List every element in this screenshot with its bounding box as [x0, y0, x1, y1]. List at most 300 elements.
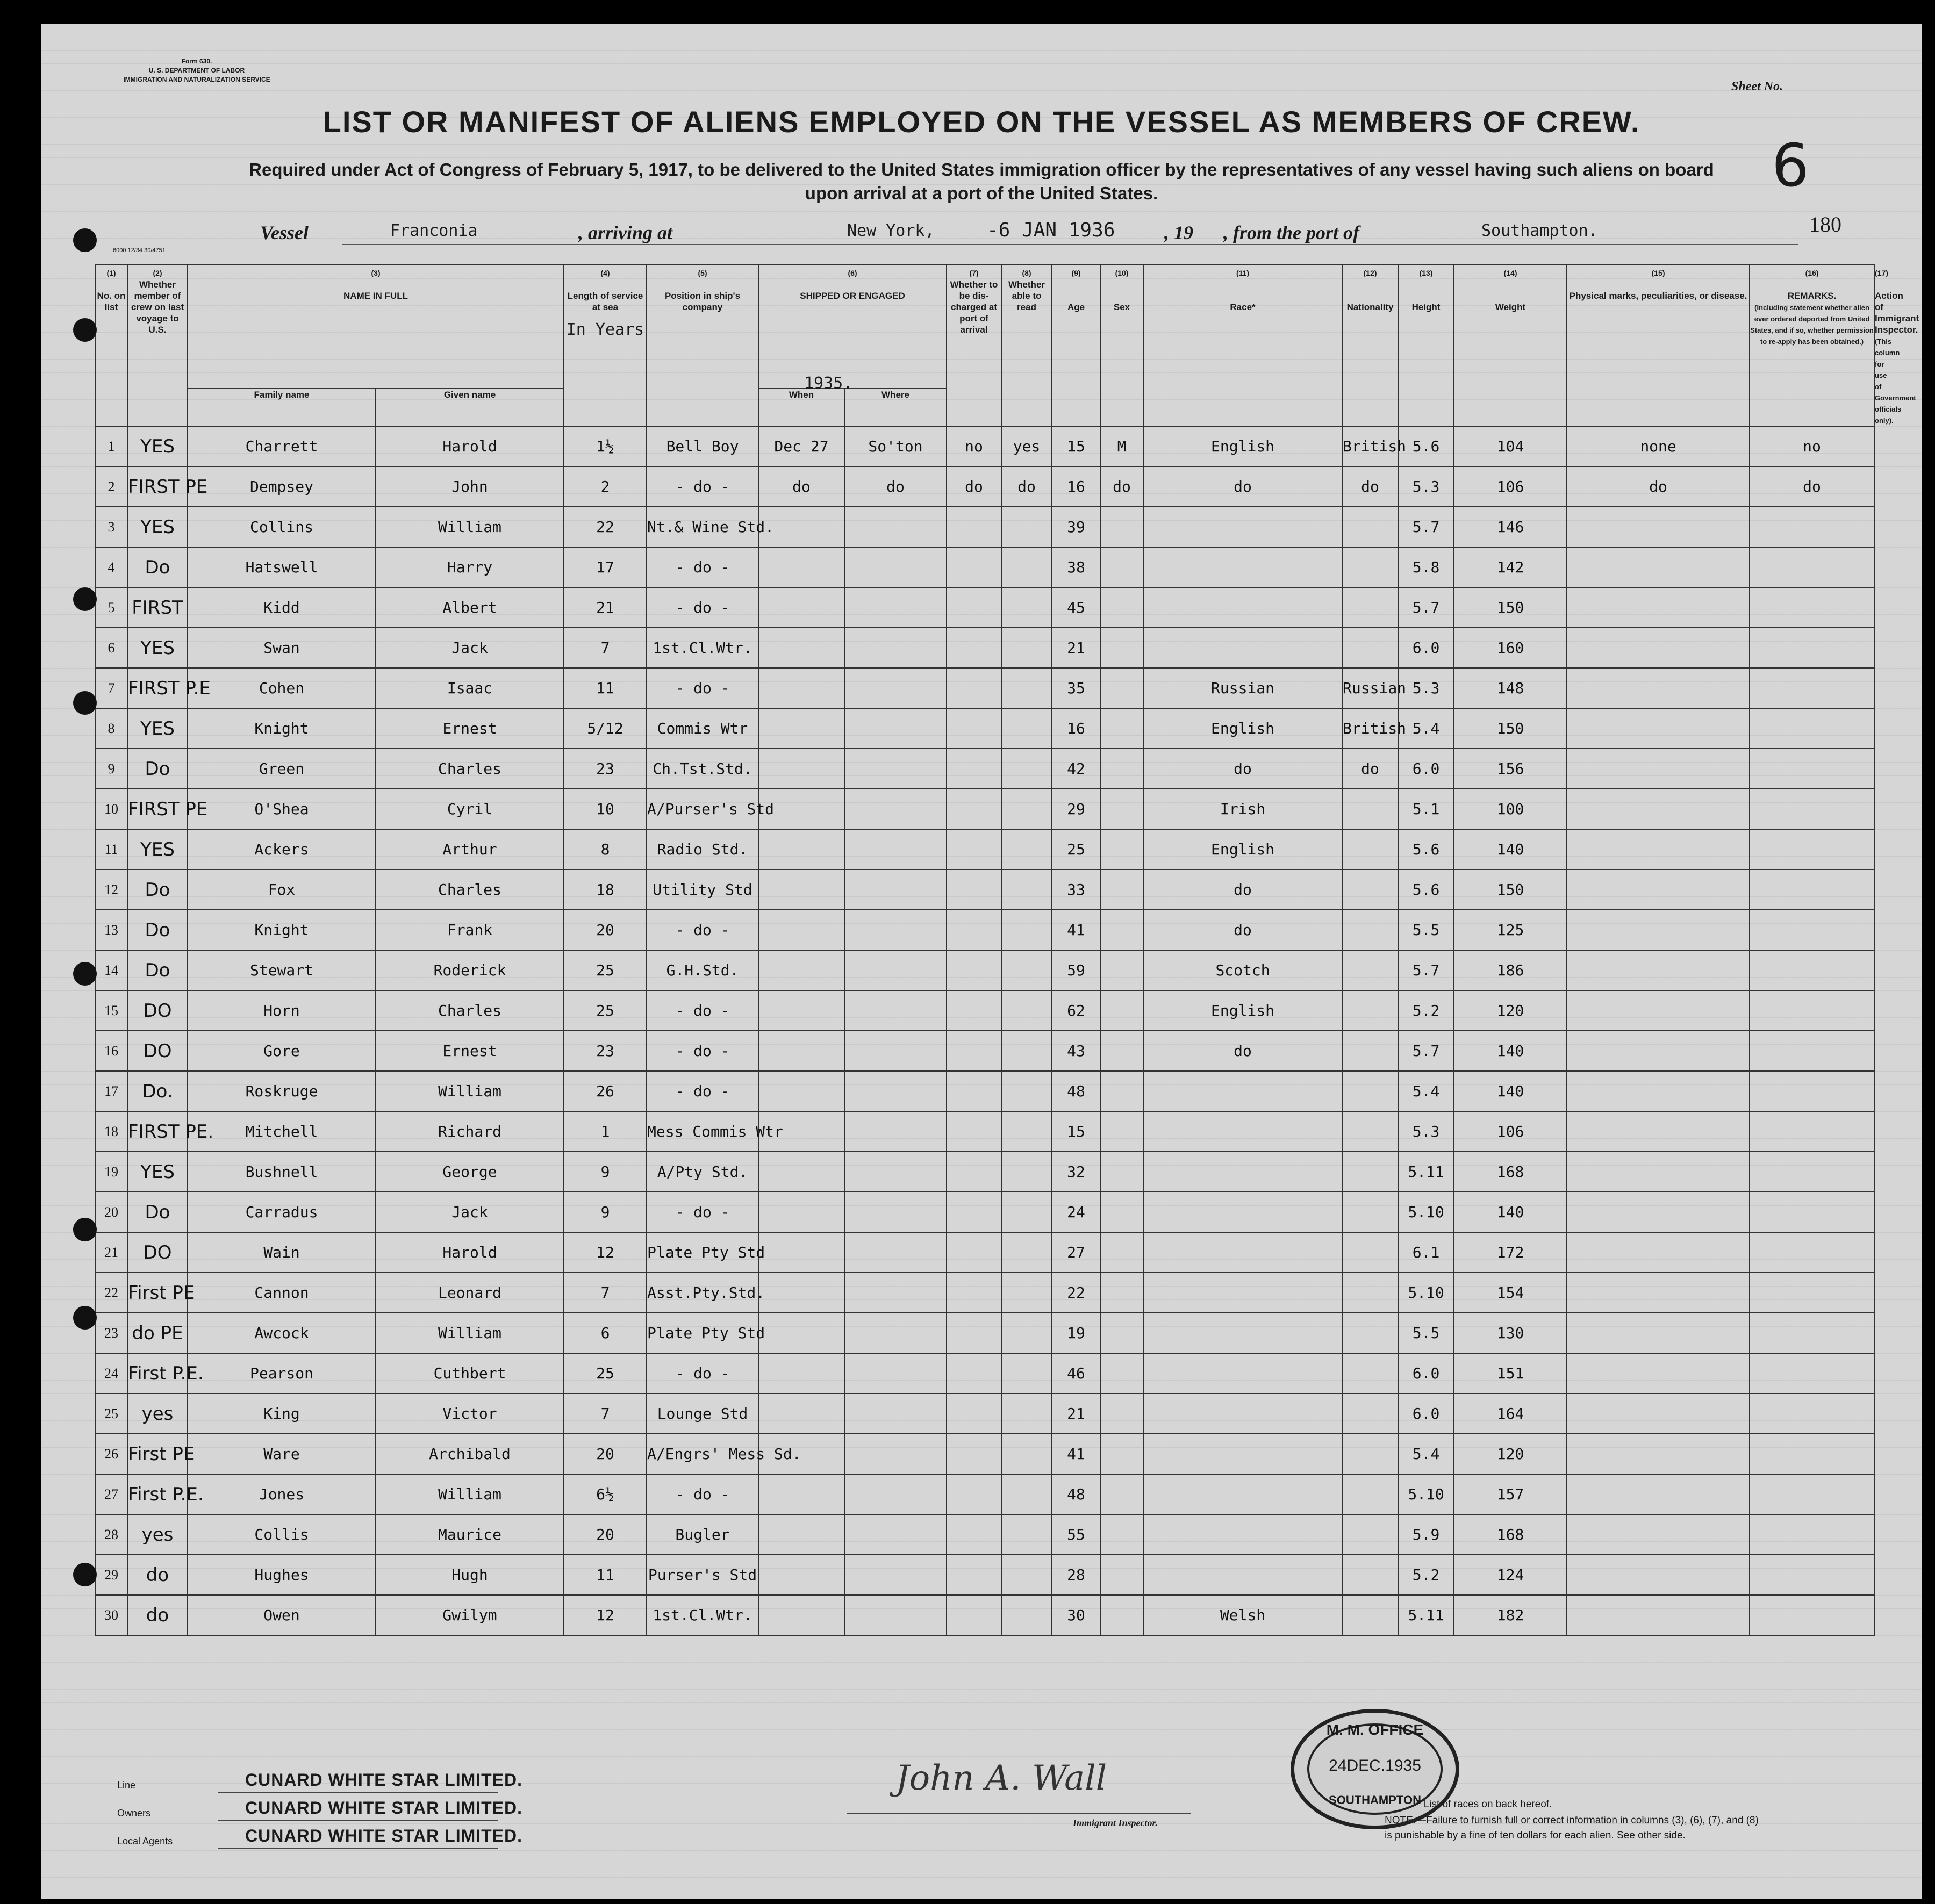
ship-position-cell: - do -: [647, 1353, 758, 1393]
stamp-bottom-text: SOUTHAMPTON: [1329, 1793, 1421, 1807]
height-cell: 5.2: [1398, 1555, 1454, 1595]
col-given-name: Given name: [376, 389, 564, 426]
sex-cell: [1100, 708, 1143, 749]
race-cell: do: [1143, 910, 1342, 950]
able-to-read-cell: [1001, 587, 1052, 628]
physical-marks-cell: [1567, 910, 1750, 950]
length-of-service-cell: 7: [564, 628, 647, 668]
table-row: [95, 1555, 1874, 1595]
nationality-cell: [1342, 1152, 1398, 1192]
weight-cell: 151: [1454, 1353, 1567, 1393]
sex-cell: [1100, 749, 1143, 789]
nationality-cell: [1342, 1353, 1398, 1393]
length-of-service-cell: 2: [564, 466, 647, 507]
ship-position-cell: G.H.Std.: [647, 950, 758, 990]
shipped-when-cell: [758, 1313, 844, 1353]
able-to-read-cell: [1001, 1514, 1052, 1555]
table-row: [95, 910, 1874, 950]
last-voyage-cell: First P.E.: [127, 1353, 188, 1393]
remarks-cell: [1750, 1232, 1874, 1273]
col-sex: (10) Sex: [1100, 265, 1143, 426]
shipped-where-cell: [844, 1555, 947, 1595]
to-be-discharged-cell: [947, 1555, 1001, 1595]
ship-position-cell: 1st.Cl.Wtr.: [647, 628, 758, 668]
to-be-discharged-cell: [947, 668, 1001, 708]
length-of-service-cell: 20: [564, 1434, 647, 1474]
age-cell: 15: [1052, 426, 1100, 466]
length-of-service-cell: 25: [564, 990, 647, 1031]
last-voyage-cell: YES: [127, 507, 188, 547]
last-voyage-cell: DO: [127, 1232, 188, 1273]
line-label: Line: [117, 1780, 136, 1791]
height-cell: 5.6: [1398, 829, 1454, 870]
race-cell: [1143, 1232, 1342, 1273]
able-to-read-cell: [1001, 1071, 1052, 1111]
family-name-cell: Awcock: [188, 1313, 376, 1353]
sex-cell: [1100, 1273, 1143, 1313]
weight-cell: 106: [1454, 1111, 1567, 1152]
inspector-label: Immigrant Inspector.: [1073, 1817, 1158, 1828]
shipped-where-cell: [844, 1273, 947, 1313]
sex-cell: [1100, 1474, 1143, 1514]
row-number-cell: 22: [95, 1273, 127, 1313]
weight-cell: 168: [1454, 1152, 1567, 1192]
to-be-discharged-cell: [947, 1031, 1001, 1071]
race-cell: do: [1143, 749, 1342, 789]
to-be-discharged-cell: [947, 1232, 1001, 1273]
sex-cell: [1100, 1232, 1143, 1273]
last-voyage-cell: do PE: [127, 1313, 188, 1353]
ship-position-cell: A/Purser's Std: [647, 789, 758, 829]
given-name-cell: Cyril: [376, 789, 564, 829]
ship-position-cell: - do -: [647, 668, 758, 708]
row-number-cell: 11: [95, 829, 127, 870]
row-number-cell: 14: [95, 950, 127, 990]
able-to-read-cell: [1001, 749, 1052, 789]
row-number-cell: 10: [95, 789, 127, 829]
age-cell: 16: [1052, 466, 1100, 507]
age-cell: 55: [1052, 1514, 1100, 1555]
table-row: [95, 668, 1874, 708]
to-be-discharged-cell: [947, 1353, 1001, 1393]
agents-rule: [218, 1848, 498, 1849]
able-to-read-cell: [1001, 829, 1052, 870]
remarks-cell: [1750, 547, 1874, 587]
given-name-cell: Maurice: [376, 1514, 564, 1555]
col-discharged: (7) Whether to be dis-charged at port of arrival: [947, 265, 1001, 426]
race-cell: do: [1143, 466, 1342, 507]
sex-cell: [1100, 1031, 1143, 1071]
height-cell: 6.0: [1398, 1353, 1454, 1393]
page-title: LIST OR MANIFEST OF ALIENS EMPLOYED ON THE VESSEL AS MEMBERS OF CREW.: [322, 105, 1640, 139]
vessel-label: Vessel: [260, 222, 309, 243]
shipped-where-cell: [844, 1474, 947, 1514]
physical-marks-cell: [1567, 1393, 1750, 1434]
weight-cell: 156: [1454, 749, 1567, 789]
table-row: [95, 708, 1874, 749]
nationality-cell: Russian: [1342, 668, 1398, 708]
length-of-service-cell: 22: [564, 507, 647, 547]
shipped-where-cell: [844, 789, 947, 829]
row-number-cell: 9: [95, 749, 127, 789]
table-row: [95, 587, 1874, 628]
weight-cell: 154: [1454, 1273, 1567, 1313]
sheet-label: Sheet No.: [1731, 80, 1783, 94]
nationality-cell: [1342, 1313, 1398, 1353]
col-shipped-engaged: (6) SHIPPED OR ENGAGED: [758, 265, 947, 389]
table-row: [95, 870, 1874, 910]
sex-cell: [1100, 1152, 1143, 1192]
row-number-cell: 12: [95, 870, 127, 910]
to-be-discharged-cell: [947, 910, 1001, 950]
ship-position-cell: - do -: [647, 1071, 758, 1111]
shipped-when-cell: [758, 1595, 844, 1635]
family-name-cell: Cohen: [188, 668, 376, 708]
table-row: [95, 547, 1874, 587]
family-name-cell: Pearson: [188, 1353, 376, 1393]
remarks-cell: [1750, 1111, 1874, 1152]
nationality-cell: [1342, 829, 1398, 870]
shipped-when-cell: [758, 628, 844, 668]
able-to-read-cell: [1001, 950, 1052, 990]
remarks-cell: [1750, 1555, 1874, 1595]
last-voyage-cell: YES: [127, 829, 188, 870]
binder-hole: [73, 318, 97, 342]
family-name-cell: Kidd: [188, 587, 376, 628]
nationality-cell: British: [1342, 426, 1398, 466]
col-age: (9) Age: [1052, 265, 1100, 426]
height-cell: 5.4: [1398, 708, 1454, 749]
subtitle-text: Required under Act of Congress of February 5, 1917, to be delivered to the United States immigration officer by the representatives of any vessel having such aliens on board upon arrival at a port of the United States.: [249, 160, 1714, 203]
nationality-cell: [1342, 628, 1398, 668]
given-name-cell: Charles: [376, 749, 564, 789]
remarks-cell: [1750, 870, 1874, 910]
nationality-cell: [1342, 990, 1398, 1031]
shipped-when-cell: [758, 1555, 844, 1595]
nationality-cell: [1342, 1232, 1398, 1273]
print-reference: 6000 12/34 30/4751: [113, 247, 166, 254]
able-to-read-cell: [1001, 708, 1052, 749]
weight-cell: 106: [1454, 466, 1567, 507]
ship-position-cell: 1st.Cl.Wtr.: [647, 1595, 758, 1635]
given-name-cell: Hugh: [376, 1555, 564, 1595]
weight-cell: 160: [1454, 628, 1567, 668]
table-row: [95, 1353, 1874, 1393]
nationality-cell: British: [1342, 708, 1398, 749]
age-cell: 45: [1052, 587, 1100, 628]
given-name-cell: Charles: [376, 870, 564, 910]
weight-cell: 148: [1454, 668, 1567, 708]
nationality-cell: [1342, 1434, 1398, 1474]
to-be-discharged-cell: [947, 1514, 1001, 1555]
race-cell: [1143, 507, 1342, 547]
last-voyage-cell: FIRST PE.: [127, 1111, 188, 1152]
row-number-cell: 8: [95, 708, 127, 749]
given-name-cell: Albert: [376, 587, 564, 628]
sex-cell: [1100, 587, 1143, 628]
weight-cell: 168: [1454, 1514, 1567, 1555]
table-row: [95, 1031, 1874, 1071]
remarks-cell: [1750, 749, 1874, 789]
remarks-cell: do: [1750, 466, 1874, 507]
physical-marks-cell: [1567, 1192, 1750, 1232]
arriving-label: , arriving at: [578, 222, 673, 243]
table-row: [95, 1232, 1874, 1273]
length-of-service-cell: 6½: [564, 1474, 647, 1514]
nationality-cell: [1342, 1111, 1398, 1152]
age-cell: 30: [1052, 1595, 1100, 1635]
able-to-read-cell: [1001, 1273, 1052, 1313]
to-be-discharged-cell: [947, 870, 1001, 910]
remarks-cell: [1750, 1031, 1874, 1071]
sex-cell: [1100, 1555, 1143, 1595]
last-voyage-cell: YES: [127, 1152, 188, 1192]
height-cell: 5.9: [1398, 1514, 1454, 1555]
shipped-when-cell: [758, 1232, 844, 1273]
table-row: [95, 426, 1874, 466]
length-of-service-cell: 8: [564, 829, 647, 870]
to-be-discharged-cell: [947, 547, 1001, 587]
shipped-when-cell: [758, 668, 844, 708]
family-name-cell: Dempsey: [188, 466, 376, 507]
col-able-read: (8) Whether able to read: [1001, 265, 1052, 426]
col-remarks: (16) REMARKS. (Including statement whether alien ever ordered deported from United States, and if so, whether permission to re-apply has been obtained.): [1750, 265, 1874, 426]
remarks-cell: [1750, 1071, 1874, 1111]
physical-marks-cell: none: [1567, 426, 1750, 466]
family-name-cell: Gore: [188, 1031, 376, 1071]
ship-position-cell: - do -: [647, 910, 758, 950]
age-cell: 41: [1052, 1434, 1100, 1474]
height-cell: 6.0: [1398, 1393, 1454, 1434]
nationality-cell: [1342, 547, 1398, 587]
race-cell: English: [1143, 829, 1342, 870]
remarks-cell: [1750, 1514, 1874, 1555]
given-name-cell: Richard: [376, 1111, 564, 1152]
length-of-service-cell: 9: [564, 1152, 647, 1192]
inspector-signature: John A. Wall: [895, 1758, 1107, 1798]
col-race: (11) Race*: [1143, 265, 1342, 426]
length-of-service-cell: 12: [564, 1595, 647, 1635]
table-row: [95, 628, 1874, 668]
remarks-cell: [1750, 628, 1874, 668]
remarks-cell: [1750, 910, 1874, 950]
shipped-when-cell: [758, 910, 844, 950]
age-cell: 48: [1052, 1071, 1100, 1111]
height-cell: 6.0: [1398, 628, 1454, 668]
length-of-service-cell: 18: [564, 870, 647, 910]
age-cell: 21: [1052, 1393, 1100, 1434]
given-name-cell: Arthur: [376, 829, 564, 870]
height-cell: 6.0: [1398, 749, 1454, 789]
to-be-discharged-cell: [947, 1273, 1001, 1313]
length-of-service-cell: 7: [564, 1393, 647, 1434]
family-name-cell: Bushnell: [188, 1152, 376, 1192]
physical-marks-cell: [1567, 1313, 1750, 1353]
physical-marks-cell: [1567, 547, 1750, 587]
given-name-cell: Harold: [376, 426, 564, 466]
length-of-service-cell: 12: [564, 1232, 647, 1273]
shipped-when-cell: Dec 27: [758, 426, 844, 466]
able-to-read-cell: [1001, 628, 1052, 668]
sex-cell: [1100, 668, 1143, 708]
length-of-service-cell: 20: [564, 910, 647, 950]
last-voyage-cell: do: [127, 1555, 188, 1595]
length-of-service-cell: 9: [564, 1192, 647, 1232]
age-cell: 33: [1052, 870, 1100, 910]
remarks-cell: [1750, 1192, 1874, 1232]
table-row: [95, 1071, 1874, 1111]
remarks-cell: [1750, 1393, 1874, 1434]
ship-position-cell: - do -: [647, 1031, 758, 1071]
given-name-cell: William: [376, 507, 564, 547]
shipped-where-cell: [844, 1232, 947, 1273]
given-name-cell: Harold: [376, 1232, 564, 1273]
weight-cell: 130: [1454, 1313, 1567, 1353]
height-cell: 5.7: [1398, 507, 1454, 547]
owners-value: CUNARD WHITE STAR LIMITED.: [245, 1798, 523, 1817]
table-row: [95, 1393, 1874, 1434]
race-cell: Scotch: [1143, 950, 1342, 990]
to-be-discharged-cell: no: [947, 426, 1001, 466]
ship-position-cell: Ch.Tst.Std.: [647, 749, 758, 789]
family-name-cell: Cannon: [188, 1273, 376, 1313]
length-of-service-cell: 11: [564, 1555, 647, 1595]
table-row: [95, 1273, 1874, 1313]
race-cell: [1143, 1152, 1342, 1192]
col-weight: (14) Weight: [1454, 265, 1567, 426]
race-cell: English: [1143, 708, 1342, 749]
family-name-cell: Collins: [188, 507, 376, 547]
family-name-cell: Collis: [188, 1514, 376, 1555]
remarks-cell: [1750, 1353, 1874, 1393]
able-to-read-cell: [1001, 507, 1052, 547]
shipped-where-cell: [844, 910, 947, 950]
age-cell: 28: [1052, 1555, 1100, 1595]
height-cell: 5.3: [1398, 466, 1454, 507]
weight-cell: 157: [1454, 1474, 1567, 1514]
from-port: Southampton.: [1481, 221, 1598, 240]
binder-hole: [73, 1306, 97, 1330]
row-number-cell: 23: [95, 1313, 127, 1353]
signature-rule: [847, 1813, 1191, 1814]
height-cell: 5.6: [1398, 870, 1454, 910]
shipped-where-cell: [844, 1353, 947, 1393]
able-to-read-cell: [1001, 1192, 1052, 1232]
age-cell: 39: [1052, 507, 1100, 547]
sex-cell: [1100, 1514, 1143, 1555]
race-cell: English: [1143, 426, 1342, 466]
row-number-cell: 3: [95, 507, 127, 547]
height-cell: 5.3: [1398, 1111, 1454, 1152]
col-nationality: (12) Nationality: [1342, 265, 1398, 426]
owners-label: Owners: [117, 1808, 151, 1819]
row-number-cell: 7: [95, 668, 127, 708]
length-of-service-cell: 1½: [564, 426, 647, 466]
family-name-cell: Swan: [188, 628, 376, 668]
weight-cell: 120: [1454, 1434, 1567, 1474]
able-to-read-cell: [1001, 1152, 1052, 1192]
able-to-read-cell: [1001, 1393, 1052, 1434]
family-name-cell: King: [188, 1393, 376, 1434]
row-number-cell: 16: [95, 1031, 127, 1071]
family-name-cell: Wain: [188, 1232, 376, 1273]
physical-marks-cell: [1567, 789, 1750, 829]
weight-cell: 140: [1454, 829, 1567, 870]
height-cell: 5.7: [1398, 1031, 1454, 1071]
from-port-label: , from the port of: [1223, 222, 1360, 243]
shipped-where-cell: [844, 1393, 947, 1434]
ship-position-cell: A/Pty Std.: [647, 1152, 758, 1192]
to-be-discharged-cell: [947, 628, 1001, 668]
to-be-discharged-cell: [947, 990, 1001, 1031]
race-cell: [1143, 1111, 1342, 1152]
given-name-cell: Victor: [376, 1393, 564, 1434]
row-number-cell: 25: [95, 1393, 127, 1434]
length-of-service-cell: 25: [564, 1353, 647, 1393]
shipped-when-cell: [758, 870, 844, 910]
race-cell: [1143, 1313, 1342, 1353]
sheet-number: 6: [1772, 131, 1809, 200]
shipped-where-cell: [844, 1031, 947, 1071]
age-cell: 15: [1052, 1111, 1100, 1152]
table-row: [95, 749, 1874, 789]
to-be-discharged-cell: [947, 749, 1001, 789]
height-cell: 5.1: [1398, 789, 1454, 829]
last-voyage-cell: First PE: [127, 1273, 188, 1313]
age-cell: 16: [1052, 708, 1100, 749]
able-to-read-cell: [1001, 1434, 1052, 1474]
row-number-cell: 26: [95, 1434, 127, 1474]
remarks-cell: [1750, 1152, 1874, 1192]
able-to-read-cell: [1001, 1232, 1052, 1273]
length-of-service-cell: 17: [564, 547, 647, 587]
race-cell: [1143, 1353, 1342, 1393]
sex-cell: [1100, 1313, 1143, 1353]
family-name-cell: Ackers: [188, 829, 376, 870]
page-subtitle: [41, 158, 1922, 205]
age-cell: 41: [1052, 910, 1100, 950]
family-name-cell: Green: [188, 749, 376, 789]
nationality-cell: [1342, 910, 1398, 950]
arriving-port: New York,: [847, 221, 935, 240]
ship-position-cell: - do -: [647, 547, 758, 587]
to-be-discharged-cell: [947, 789, 1001, 829]
col-name-in-full: (3) NAME IN FULL: [188, 265, 564, 389]
to-be-discharged-cell: [947, 1434, 1001, 1474]
line-value: CUNARD WHITE STAR LIMITED.: [245, 1770, 523, 1790]
race-cell: [1143, 547, 1342, 587]
length-of-service-cell: 23: [564, 1031, 647, 1071]
age-cell: 19: [1052, 1313, 1100, 1353]
age-cell: 43: [1052, 1031, 1100, 1071]
nationality-cell: [1342, 1031, 1398, 1071]
physical-marks-cell: [1567, 1353, 1750, 1393]
table-row: [95, 789, 1874, 829]
ship-position-cell: Asst.Pty.Std.: [647, 1273, 758, 1313]
given-name-cell: Ernest: [376, 708, 564, 749]
shipped-where-cell: [844, 1152, 947, 1192]
ship-position-cell: Nt.& Wine Std.: [647, 507, 758, 547]
nationality-cell: [1342, 1474, 1398, 1514]
penalty-note-1: NOTE.—Failure to furnish full or correct information in columns (3), (6), (7), and (8): [1385, 1815, 1759, 1826]
last-voyage-cell: YES: [127, 628, 188, 668]
physical-marks-cell: [1567, 1111, 1750, 1152]
given-name-cell: Isaac: [376, 668, 564, 708]
shipped-when-cell: [758, 749, 844, 789]
family-name-cell: Jones: [188, 1474, 376, 1514]
sex-cell: [1100, 910, 1143, 950]
ship-position-cell: Lounge Std: [647, 1393, 758, 1434]
